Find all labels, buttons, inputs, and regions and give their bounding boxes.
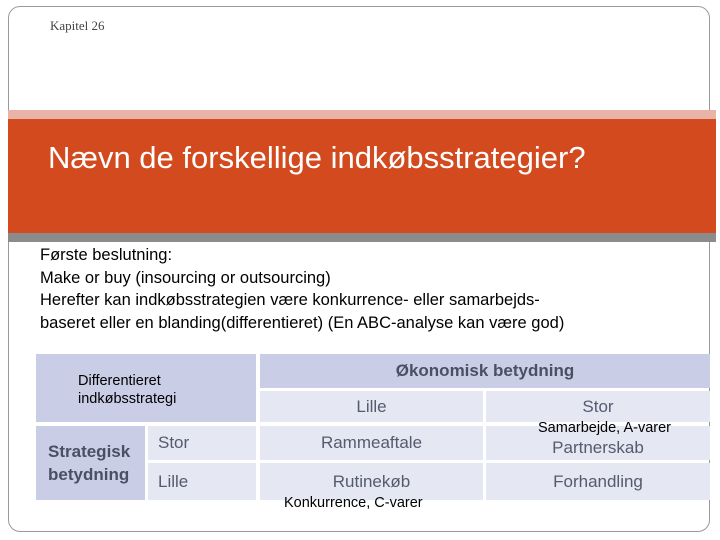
matrix-cell-forhandling (486, 463, 710, 500)
matrix-corner-label (78, 372, 176, 408)
cell-label: Forhandling (553, 471, 643, 491)
annotation-c-varer: Konkurrence, C-varer (284, 495, 423, 511)
body-line: baseret eller en blanding(differentieret) (En ABC-analyse kan være god) (40, 313, 565, 332)
row-stor-label: Stor (158, 433, 190, 452)
title-band-top-stripe (8, 110, 716, 119)
corner-label-line: indkøbsstrategi (78, 391, 177, 407)
col-lille-label: Lille (356, 396, 387, 416)
row-header-line: Strategisk (48, 442, 131, 461)
cell-label: Partnerskab (552, 438, 644, 457)
title-band (8, 119, 716, 233)
cell-label: Rammeaftale (320, 433, 423, 452)
matrix-cell-rammeaftale (260, 426, 483, 460)
body-line: Make or buy (insourcing or outsourcing) (40, 268, 331, 287)
matrix-col-lille (260, 391, 483, 422)
annotation-a-varer: Samarbejde, A-varer (538, 420, 671, 436)
title-band-bottom-stripe (8, 233, 716, 242)
col-stor-label: Stor (582, 396, 614, 416)
slide-title: Nævn de forskellige indkøbsstrategier? (48, 140, 586, 175)
body-line: Første beslutning: (40, 246, 173, 264)
chapter-label: Kapitel 26 (50, 18, 105, 33)
body-text (40, 244, 564, 334)
matrix-row-stor (148, 426, 256, 460)
matrix-row-header (36, 426, 145, 500)
matrix-row-lille (148, 463, 256, 500)
row-header-line: betydning (48, 465, 130, 484)
corner-label-line: Differentieret (78, 373, 161, 389)
column-header-label: Økonomisk betydning (395, 361, 575, 380)
row-lille-label: Lille (158, 471, 189, 491)
body-line: Herefter kan indkøbsstrategien være konkurrence- eller samarbejds- (40, 291, 540, 309)
matrix-column-header (260, 354, 710, 388)
matrix-col-stor (486, 391, 710, 422)
cell-label: Rutinekøb (332, 471, 411, 491)
